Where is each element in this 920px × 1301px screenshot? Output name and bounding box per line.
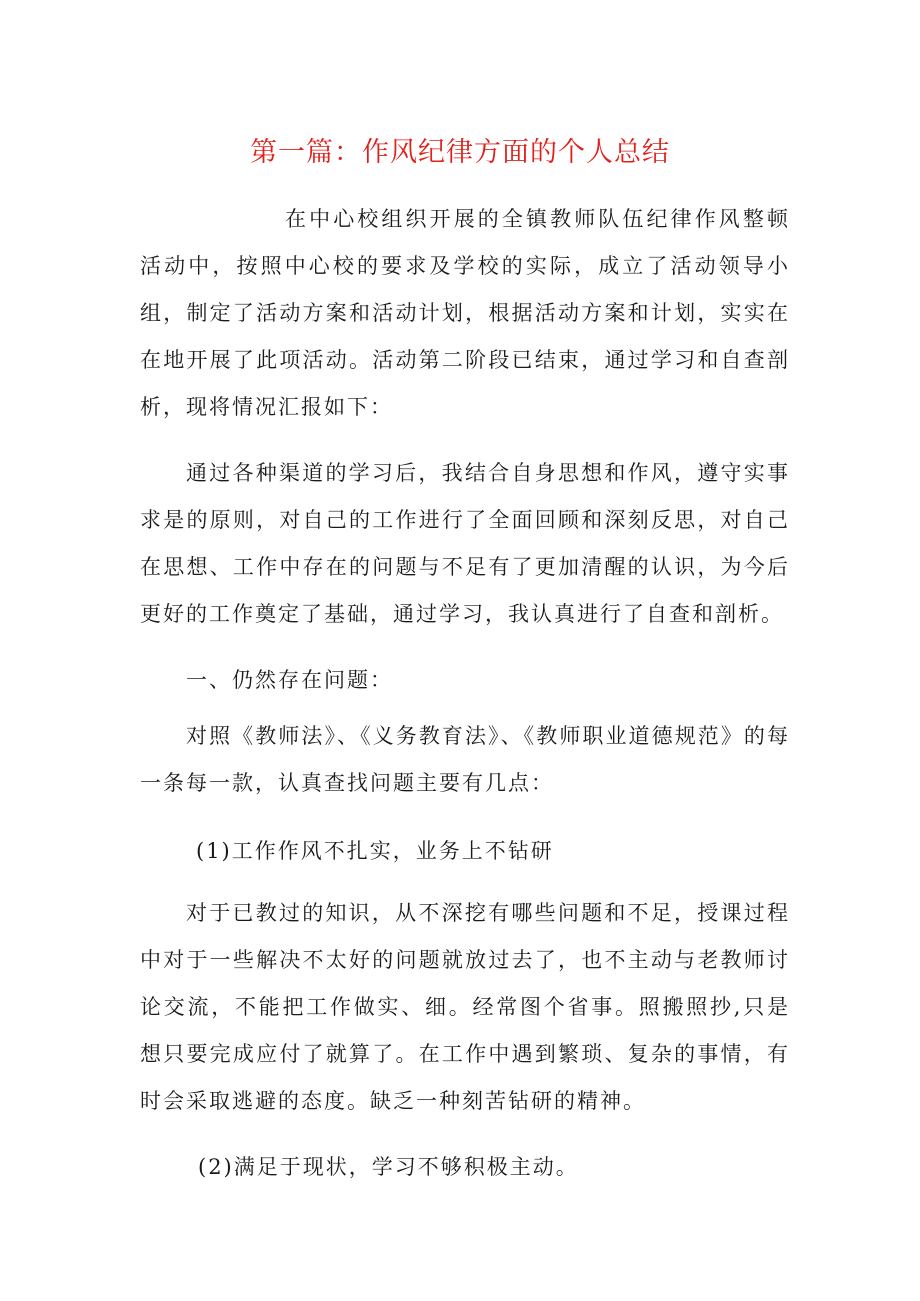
- paragraph-item-1-detail: 对于已教过的知识，从不深挖有哪些问题和不足，授课过程中对于一些解决不太好的问题就放过去了，也不主动与老教师讨论交流，不能把工作做实、细。经常图个省事。照搬照抄,只是想只要完成应付了就算了。在工作中遇到繁琐、复杂的事情，有时会采取逃避的态度。缺乏一种刻苦钻研的精神。: [140, 901, 790, 1113]
- paragraph-intro: 在中心校组织开展的全镇教师队伍纪律作风整顿活动中，按照中心校的要求及学校的实际，成立了活动领导小组，制定了活动方案和活动计划，根据活动方案和计划，实实在在地开展了此项活动。活动第二阶段已结束，通过学习和自查剖析，现将情况汇报如下：: [140, 207, 790, 419]
- paragraph-reflection: 通过各种渠道的学习后，我结合自身思想和作风，遵守实事求是的原则，对自己的工作进行了全面回顾和深刻反思，对自己在思想、工作中存在的问题与不足有了更加清醒的认识，为今后更好的工作奠定了基础，通过学习，我认真进行了自查和剖析。: [140, 461, 790, 626]
- section-heading-problems: 一、仍然存在问题：: [186, 668, 393, 692]
- item-heading-2: (2)满足于现状，学习不够积极主动。: [198, 1155, 579, 1179]
- paragraph-reference-laws: 对照《教师法》、《义务教育法》、《教师职业道德规范》的每一条每一款，认真查找问题主要有几点：: [140, 724, 790, 795]
- document-title: 第一篇：作风纪律方面的个人总结: [250, 137, 670, 168]
- item-heading-1: (1)工作作风不扎实，业务上不钻研: [196, 839, 554, 863]
